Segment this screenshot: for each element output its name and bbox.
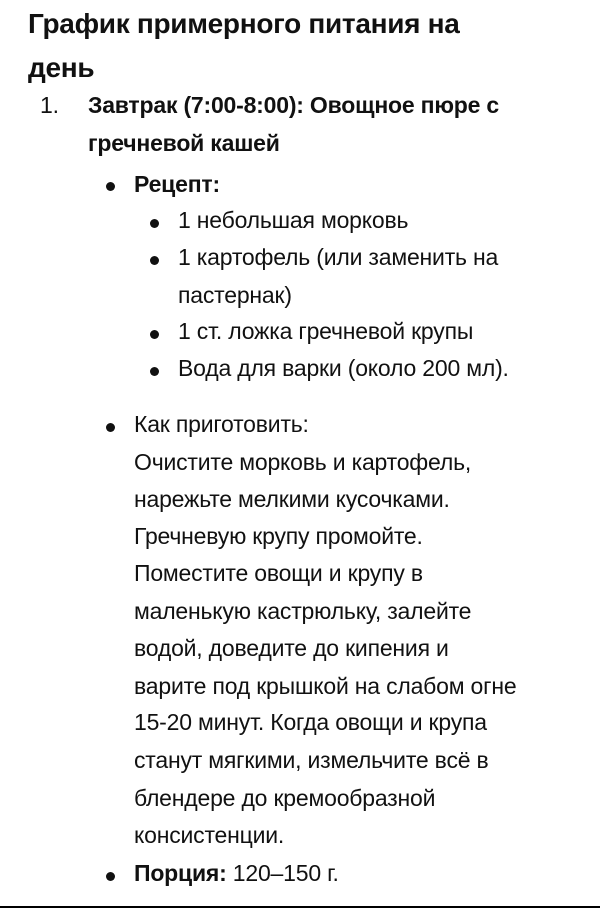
bullet-icon [150, 367, 159, 376]
meal-title-line-1: Завтрак (7:00-8:00): Овощное пюре с [88, 92, 499, 118]
instruction-line: варите под крышкой на слабом огне [134, 673, 517, 699]
ingredient-item: 1 картофель (или заменить на [178, 244, 499, 270]
ingredient-item: 1 небольшая морковь [178, 207, 409, 233]
instruction-line: Поместите овощи и крупу в [134, 560, 423, 586]
ingredient-item: 1 ст. ложка гречневой крупы [178, 318, 474, 344]
portion-value: 120–150 г. [226, 860, 339, 886]
bullet-icon [106, 423, 115, 432]
instruction-line: нарежьте мелкими кусочками. [134, 486, 450, 512]
instruction-line: 15-20 минут. Когда овощи и крупа [134, 709, 487, 735]
ingredient-item-continuation: пастернак) [178, 282, 292, 308]
bullet-icon [106, 872, 115, 881]
bullet-icon [106, 182, 115, 191]
instruction-line: водой, доведите до кипения и [134, 635, 449, 661]
list-number: 1. [40, 92, 59, 118]
recipe-label: Рецепт: [134, 171, 220, 197]
portion-line [134, 858, 339, 888]
page-title-line-1: График примерного питания на [28, 8, 460, 39]
instruction-line: станут мягкими, измельчите всё в [134, 747, 489, 773]
page-title-line-2: день [28, 52, 95, 83]
meal-title-line-2: гречневой кашей [88, 130, 280, 156]
how-to-label: Как приготовить: [134, 411, 309, 437]
ingredient-item: Вода для варки (около 200 мл). [178, 355, 509, 381]
instruction-line: маленькую кастрюльку, залейте [134, 598, 472, 624]
bullet-icon [150, 219, 159, 228]
bullet-icon [150, 256, 159, 265]
instruction-line: Очистите морковь и картофель, [134, 449, 472, 475]
instruction-line: Гречневую крупу промойте. [134, 523, 423, 549]
instruction-line: консистенции. [134, 822, 285, 848]
bullet-icon [150, 330, 159, 339]
instruction-line: блендере до кремообразной [134, 785, 436, 811]
portion-label: Порция: [134, 860, 227, 886]
